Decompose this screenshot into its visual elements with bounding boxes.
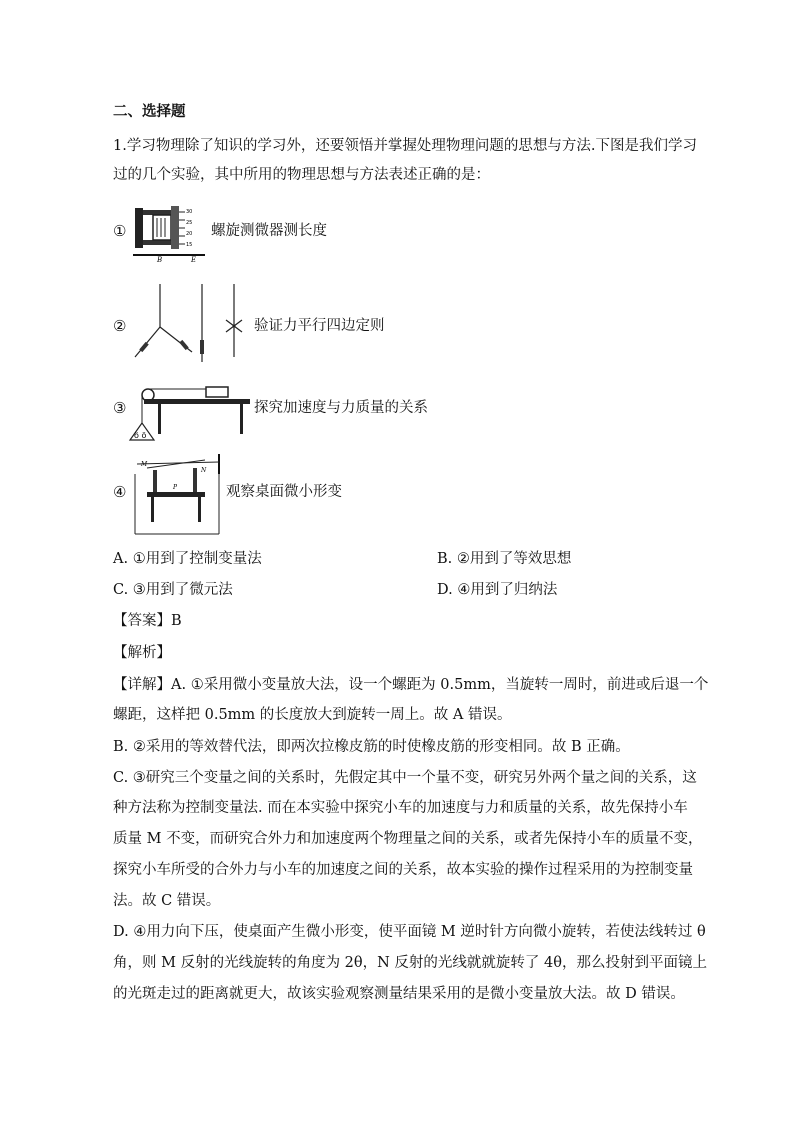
mirror-label-p: P (173, 484, 178, 491)
section-title: 二、选择题 (113, 103, 186, 120)
micrometer-label-b: B (157, 256, 163, 264)
cart-weight-label: ö ö (134, 431, 147, 440)
cart-on-table-figure (128, 385, 253, 443)
option-c: C. ③用到了微元法 (113, 582, 233, 598)
experiment-2-mark: ② (113, 317, 127, 335)
explanation-line: 【详解】A. ①采用微小变量放大法，设一个螺距为 0.5mm，当旋转一周时，前进或后退一个 (113, 677, 709, 693)
explanation-line: D. ④用力向下压，使桌面产生微小形变，使平面镜 M 逆时针方向微小旋转，若使法线转过 θ (113, 924, 706, 940)
explanation-line: 质量 M 不变，而研究合外力和加速度两个物理量之间的关系，或者先保持小车的质量不变， (113, 831, 703, 847)
option-d: D. ④用到了归纳法 (437, 582, 558, 598)
mirror-label-n: N (201, 467, 207, 474)
analysis-title: 【解析】 (113, 645, 171, 661)
explanation-line: 探究小车所受的合外力与小车的加速度之间的关系，故本实验的操作过程采用的为控制变量 (113, 862, 693, 878)
option-b: B. ②用到了等效思想 (437, 551, 572, 567)
mirror-deformation-figure (135, 452, 225, 537)
explanation-line: 种方法称为控制变量法. 而在本实验中探究小车的加速度与力和质量的关系，故先保持小车 (113, 800, 688, 816)
explanation-line: 法。故 C 错误。 (113, 893, 221, 909)
force-parallelogram-figure (130, 282, 250, 367)
explanation-line: 角，则 M 反射的光线旋转的角度为 2θ，N 反射的光线就就旋转了 4θ，那么投射到平面镜上 (113, 955, 707, 971)
micrometer-label-e: E (191, 256, 197, 264)
micrometer-figure (133, 200, 208, 262)
mirror-label-m: M (141, 461, 148, 468)
micrometer-scale-25: 25 (186, 220, 193, 226)
experiment-1-mark: ① (113, 222, 127, 240)
experiment-3-label: 探究加速度与力质量的关系 (254, 400, 428, 416)
experiment-4-label: 观察桌面微小形变 (226, 484, 342, 500)
experiment-4-mark: ④ (113, 483, 127, 501)
option-a: A. ①用到了控制变量法 (113, 551, 262, 567)
experiment-1-label: 螺旋测微器测长度 (211, 223, 327, 239)
answer: 【答案】B (113, 613, 182, 629)
question-line-2: 过的几个实验，其中所用的物理思想与方法表述正确的是： (113, 167, 490, 183)
question-line-1: 1.学习物理除了知识的学习外，还要领悟并掌握处理物理问题的思想与方法.下图是我们学习 (113, 138, 697, 154)
micrometer-scale-30: 30 (186, 209, 193, 215)
experiment-3-mark: ③ (113, 399, 127, 417)
micrometer-scale-20: 20 (186, 231, 193, 237)
explanation-line: B. ②采用的等效替代法，即两次拉橡皮筋的时使橡皮筋的形变相同。故 B 正确。 (113, 739, 630, 755)
explanation-line: C. ③研究三个变量之间的关系时，先假定其中一个量不变，研究另外两个量之间的关系，这 (113, 770, 697, 786)
experiment-2-label: 验证力平行四边定则 (254, 318, 385, 334)
explanation-line: 螺距，这样把 0.5mm 的长度放大到旋转一周上。故 A 错误。 (113, 707, 512, 723)
micrometer-scale-15: 15 (186, 242, 193, 248)
explanation-line: 的光斑走过的距离就更大，故该实验观察测量结果采用的是微小变量放大法。故 D 错误。 (113, 986, 685, 1002)
